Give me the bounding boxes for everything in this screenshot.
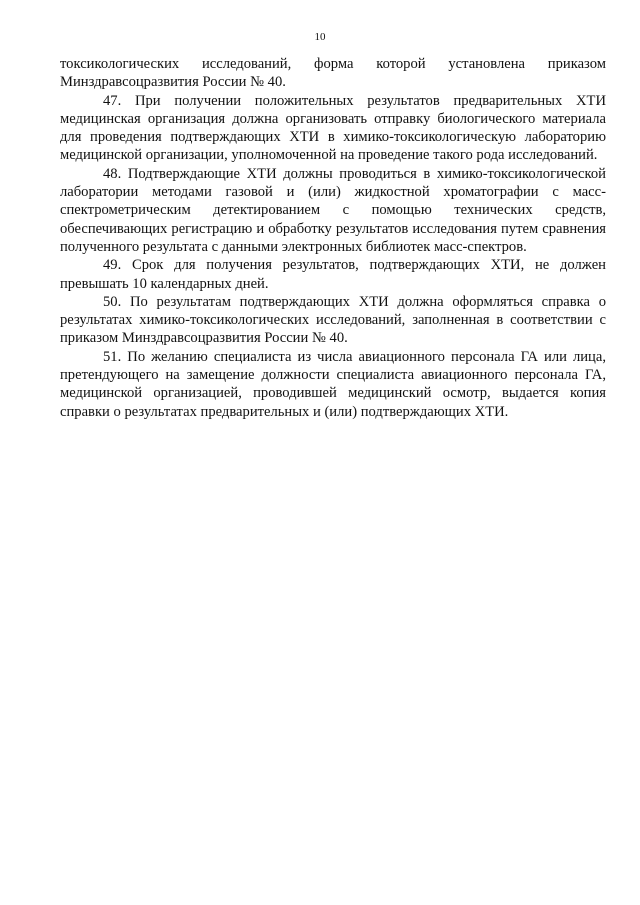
page-number: 10 (314, 31, 326, 43)
paragraph-49: 49. Срок для получения результатов, подтверждающих ХТИ, не должен превышать 10 календарных дней. (60, 257, 606, 292)
paragraph-continuation: токсикологических исследований, форма которой установлена приказом Минздравсоцразвития России № 40. (60, 56, 606, 91)
paragraph-51: 51. По желанию специалиста из числа авиационного персонала ГА или лица, претендующего на замещение должности специалиста авиационного персонала ГА, медицинской организацией, проводившей медицинский осмотр, выдается копия справки о результатах предварительных и (или) подтверждающих ХТИ. (60, 348, 606, 420)
paragraph-50: 50. По результатам подтверждающих ХТИ должна оформляться справка о результатах химико-токсикологических исследований, заполненная в соответствии с приказом Минздравсоцразвития России № 40. (60, 293, 606, 347)
document-body (60, 55, 606, 421)
paragraph-48: 48. Подтверждающие ХТИ должны проводиться в химико-токсикологической лаборатории методами газовой и (или) жидкостной хроматографии с масс-спектрометрическим детектированием с помощью технических средств, обеспечивающих регистрацию и обработку результатов исследования путем сравнения полученного результата с данными электронных библиотек масс-спектров. (60, 165, 606, 255)
paragraph-47: 47. При получении положительных результатов предварительных ХТИ медицинская организация должна организовать отправку биологического материала для проведения подтверждающих ХТИ в химико-токсикологическую лабораторию медицинской организации, уполномоченной на проведение такого рода исследований. (60, 92, 606, 164)
